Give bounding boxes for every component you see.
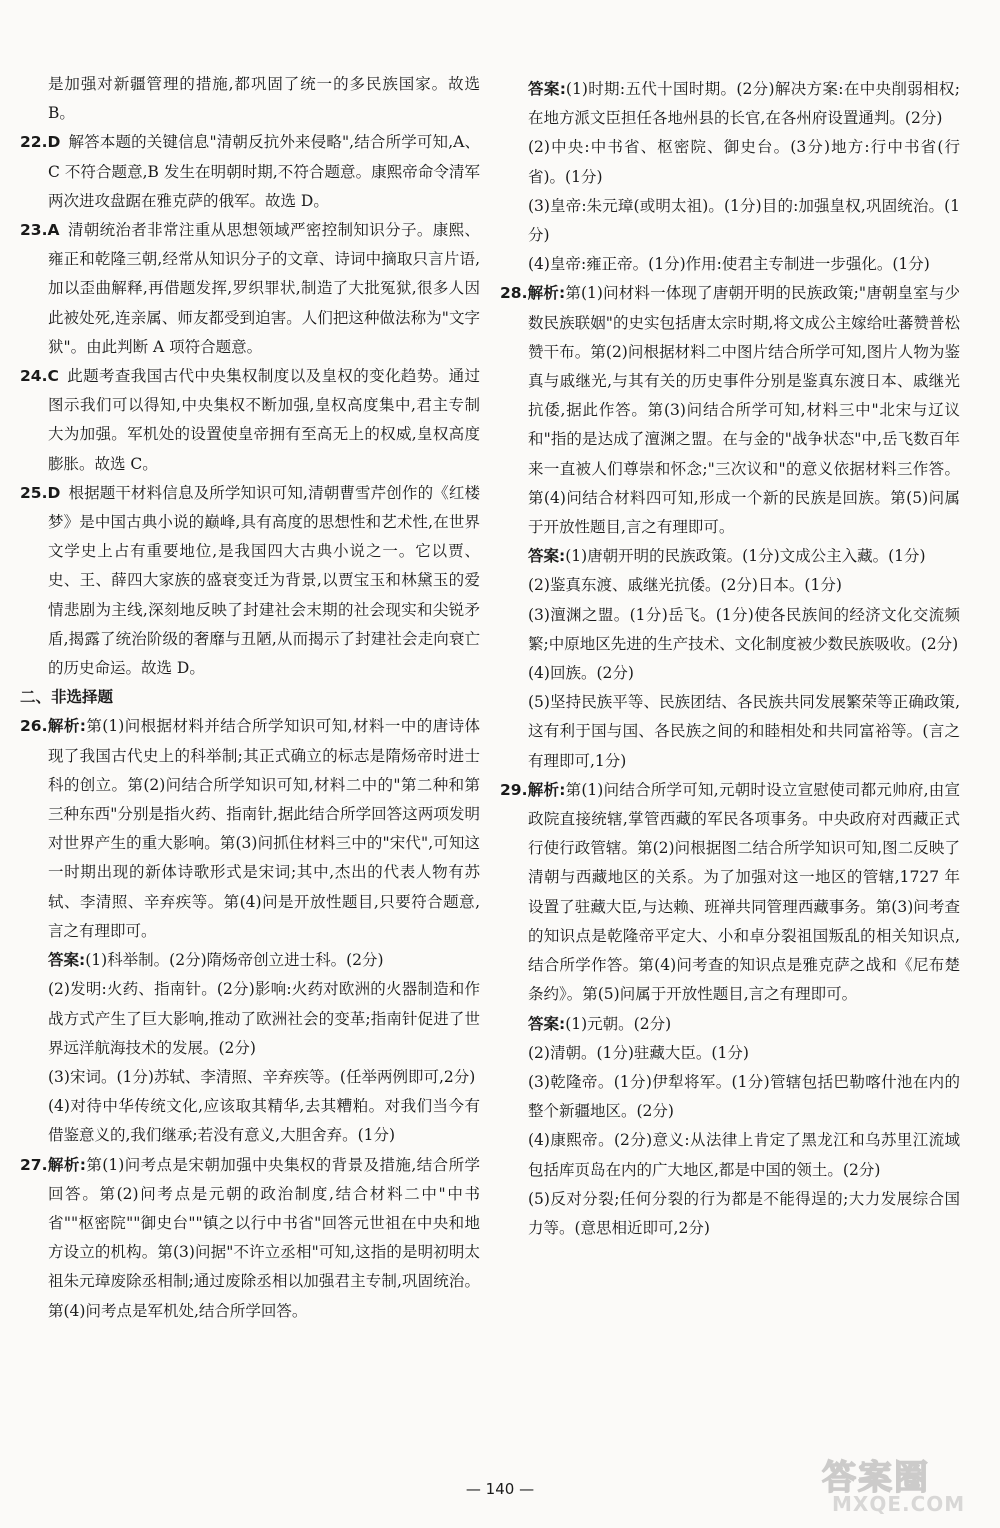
- question-27-analysis: 27.解析:第(1)问考点是宋朝加强中央集权的背景及措施,结合所学回答。第(2)问考点是元朝的政治制度,结合材料二中"中书省""枢密院""御史台""镇之以行中书省"回答元世祖在中央和地方设立的机构。第(3)问据"不许立丞相"可知,这指的是明初明太祖朱元璋废除丞相制;通过废除丞相以加强君主专制,巩固统治。第(4)问考点是军机处,结合所学回答。: [20, 1155, 480, 1320]
- answer-line: (2)鉴真东渡、戚继光抗倭。(2分)日本。(1分): [528, 576, 842, 595]
- question-26-answer: 答案:(1)科举制。(2分)隋炀帝创立进士科。(2分): [48, 951, 384, 970]
- question-25: 25.D 根据题干材料信息及所学知识可知,清朝曹雪芹创作的《红楼梦》是中国古典小说的巅峰,具有高度的思想性和艺术性,在世界文学史上占有重要地位,是我国四大古典小说之一。它以贾、史、王、薛四大家族的盛衰变迁为背景,以贾宝玉和林黛玉的爱情悲剧为主线,深刻地反映了封建社会末期的社会现实和尖锐矛盾,揭露了统治阶级的奢靡与丑陋,从而揭示了封建社会走向衰亡的历史命运。故选 D。: [20, 483, 480, 678]
- answer-line: (3)宋词。(1分)苏轼、李清照、辛弃疾等。(任举两例即可,2分): [48, 1067, 476, 1086]
- question-29-analysis: 29.解析:第(1)问结合所学可知,元朝时设立宣慰使司都元帅府,由宣政院直接统辖,掌管西藏的军民各项事务。中央政府对西藏正式行使行政管辖。第(2)问根据图二结合所学知识可知,图二反映了清朝与西藏地区的关系。为了加强对这一地区的管辖,1727 年设置了驻藏大臣,与达赖、班禅共同管理西藏事务。第(3)问考查的知识点是乾隆帝平定大、小和卓分裂祖国叛乱的相关知识点,结合所学作答。第(4)问考查的知识点是雅克萨之战和《尼布楚条约》。第(5)问属于开放性题目,言之有理即可。: [500, 780, 961, 1004]
- question-29-answer: 答案:(1)元朝。(2分): [528, 1014, 672, 1033]
- answer-option: D: [47, 483, 61, 502]
- left-column: [20, 70, 480, 1326]
- answer-line: (2)中央:中书省、枢密院、御史台。(3分)地方:行中书省(行省)。(1分): [528, 138, 960, 186]
- answer-option: C: [47, 367, 59, 386]
- question-28-analysis: 28.解析:第(1)问材料一体现了唐朝开明的民族政策;"唐朝皇室与少数民族联姻"的史实包括唐太宗时期,将文成公主嫁给吐蕃赞普松赞干布。第(2)问根据材料二中图片结合所学可知,图片人物为鉴真与戚继光,与其有关的历史事件分别是鉴真东渡日本、戚继光抗倭,据此作答。第(3)问结合所学可知,材料三中"北宋与辽议和"指的是达成了澶渊之盟。在与金的"战争状态"中,岳飞数百年来一直被人们尊崇和怀念;"三次议和"的意义依据材料三作答。第(4)问结合材料四可知,形成一个新的民族是回族。第(5)问属于开放性题目,言之有理即可。: [500, 284, 960, 537]
- right-column: [500, 75, 960, 1243]
- answer-line: (3)皇帝:朱元璋(或明太祖)。(1分)目的:加强皇权,巩固统治。(1分): [528, 196, 960, 245]
- answer-line: (4)回族。(2分): [528, 664, 634, 683]
- question-22: 22.D 解答本题的关键信息"清朝反抗外来侵略",结合所学可知,A、C 不符合题意,B 发生在明朝时期,不符合题意。康熙帝命令清军两次进攻盘踞在雅克萨的俄军。故选 D。: [20, 133, 480, 210]
- answer-line: (3)澶渊之盟。(1分)岳飞。(1分)使各民族间的经济文化交流频繁;中原地区先进的生产技术、文化制度被少数民族吸收。(2分): [528, 605, 960, 653]
- watermark-url: MXQE.COM: [832, 1492, 966, 1516]
- question-24: 24.C 此题考查我国古代中央集权制度以及皇权的变化趋势。通过图示我们可以得知,中央集权不断加强,皇权高度集中,君主专制大为加强。军机处的设置使皇帝拥有至高无上的权威,皇权高度膨胀。故选 C。: [20, 367, 480, 473]
- answer-option: A: [47, 221, 60, 240]
- answer-line: (4)对待中华传统文化,应该取其精华,去其糟粕。对我们当今有借鉴意义的,我们继承;若没有意义,大胆舍弃。(1分): [48, 1097, 480, 1145]
- question-23: 23.A 清朝统治者非常注重从思想领域严密控制知识分子。康熙、雍正和乾隆三朝,经常从知识分子的文章、诗词中摘取只言片语,加以歪曲解释,再借题发挥,罗织罪状,制造了大批冤狱,很多人因此被处死,连亲属、师友都受到迫害。人们把这种做法称为"文字狱"。由此判断 A 项符合题意。: [20, 221, 480, 356]
- answer-line: (5)坚持民族平等、民族团结、各民族共同发展繁荣等正确政策,这有利于国与国、各民族之间的和睦相处和共同富裕等。(言之有理即可,1分): [528, 693, 960, 770]
- question-27-answer: 答案:(1)时期:五代十国时期。(2分)解决方案:在中央削弱相权;在地方派文臣担任各地州县的长官,在各州府设置通判。(2分): [528, 80, 960, 128]
- page-number: — 140 —: [465, 1480, 535, 1498]
- section-heading: 二、非选择题: [20, 688, 114, 707]
- answer-line: (4)皇帝:雍正帝。(1分)作用:使君主专制进一步强化。(1分): [528, 255, 930, 274]
- answer-line: (2)发明:火药、指南针。(2分)影响:火药对欧洲的火器制造和作战方式产生了巨大影响,推动了欧洲社会的变革;指南针促进了世界远洋航海技术的发展。(2分): [48, 980, 480, 1057]
- watermark-logo: [822, 1450, 992, 1520]
- question-28-answer: 答案:(1)唐朝开明的民族政策。(1分)文成公主入藏。(1分): [528, 547, 926, 566]
- answer-line: (3)乾隆帝。(1分)伊犁将军。(1分)管辖包括巴勒喀什池在内的整个新疆地区。(2分): [528, 1072, 960, 1121]
- question-26-analysis: 26.解析:第(1)问根据材料并结合所学知识可知,材料一中的唐诗体现了我国古代史上的科举制;其正式确立的标志是隋炀帝时进士科的创立。第(2)问结合所学知识可知,材料二中的"第二种和第三种东西"分别是指火药、指南针,据此结合所学回答这两项发明对世界产生的重大影响。第(3)问抓住材料三中的"宋代",可知这一时期出现的新体诗歌形式是宋词;其中,杰出的代表人物有苏轼、李清照、辛弃疾等。第(4)问是开放性题目,只要符合题意,言之有理即可。: [20, 717, 480, 940]
- watermark-logo-text: 答案圈: [822, 1458, 930, 1498]
- answer-line: (4)康熙帝。(2分)意义:从法律上肯定了黑龙江和乌苏里江流域包括库页岛在内的广大地区,都是中国的领土。(2分): [528, 1131, 960, 1179]
- answer-line: (2)清朝。(1分)驻藏大臣。(1分): [528, 1043, 749, 1062]
- answer-line: (5)反对分裂;任何分裂的行为都是不能得逞的;大力发展综合国力等。(意思相近即可,2分): [528, 1189, 960, 1237]
- answer-option: D: [47, 133, 61, 152]
- continuation-paragraph: 是加强对新疆管理的措施,都巩固了统一的多民族国家。故选 B。: [48, 75, 480, 123]
